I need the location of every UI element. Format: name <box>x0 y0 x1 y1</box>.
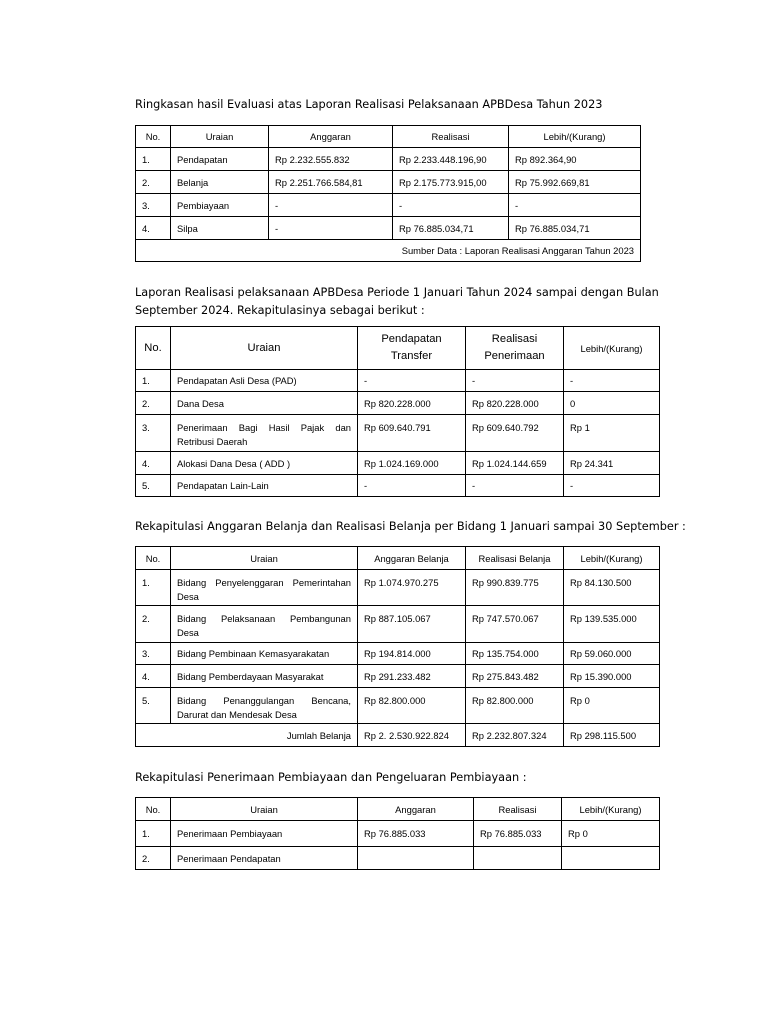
table-header-row <box>136 126 641 148</box>
cell-no: 2. <box>136 847 171 870</box>
cell-lebih-kurang: Rp 59.060.000 <box>564 643 660 665</box>
cell-lebih-kurang: - <box>564 475 660 497</box>
cell-uraian: Penerimaan Bagi Hasil Pajak dan Retribusi Daerah <box>171 415 358 452</box>
cell-realisasi: Rp 2.175.773.915,00 <box>393 171 509 194</box>
total-anggaran-belanja: Rp 2. 2.530.922.824 <box>358 724 466 747</box>
cell-uraian: Bidang Pelaksanaan Pembangunan Desa <box>171 606 358 643</box>
cell-uraian: Bidang Penyelenggaran Pemerintahan Desa <box>171 570 358 606</box>
table-row <box>136 392 660 415</box>
cell-no: 2. <box>136 606 171 643</box>
cell-lebih-kurang: Rp 76.885.034,71 <box>509 217 641 240</box>
col-no-header: No. <box>136 547 171 570</box>
cell-uraian: Dana Desa <box>171 392 358 415</box>
section2-title: Laporan Realisasi pelaksanaan APBDesa Periode 1 Januari Tahun 2024 sampai dengan Bulan September 2024. Rekapitulasinya sebagai berikut : <box>135 286 659 317</box>
col-uraian-header: Uraian <box>171 798 358 821</box>
cell-uraian: Bidang Penanggulangan Bencana, Darurat dan Mendesak Desa <box>171 688 358 724</box>
col-no-header: No. <box>136 126 171 148</box>
cell-pendapatan-transfer: - <box>358 475 466 497</box>
table-row <box>136 847 660 870</box>
table-row <box>136 643 660 665</box>
table-row <box>136 688 660 724</box>
cell-no: 3. <box>136 415 171 452</box>
col-anggaran-header: Anggaran <box>269 126 393 148</box>
cell-lebih-kurang: Rp 139.535.000 <box>564 606 660 643</box>
cell-lebih-kurang: 0 <box>564 392 660 415</box>
cell-lebih-kurang <box>562 847 660 870</box>
cell-realisasi-belanja: Rp 747.570.067 <box>466 606 564 643</box>
cell-realisasi: Rp 76.885.033 <box>474 821 562 847</box>
cell-anggaran: - <box>269 194 393 217</box>
cell-uraian: Pendapatan <box>171 148 269 171</box>
cell-realisasi: Rp 2.233.448.196,90 <box>393 148 509 171</box>
cell-uraian: Pendapatan Lain-Lain <box>171 475 358 497</box>
cell-no: 1. <box>136 570 171 606</box>
table-row <box>136 148 641 171</box>
table-row <box>136 194 641 217</box>
cell-anggaran-belanja: Rp 291.233.482 <box>358 665 466 688</box>
section3-title: Rekapitulasi Anggaran Belanja dan Realisasi Belanja per Bidang 1 Januari sampai 30 September : <box>135 520 686 533</box>
cell-lebih-kurang: Rp 1 <box>564 415 660 452</box>
table-row <box>136 665 660 688</box>
col-lebih-kurang-header: Lebih/(Kurang) <box>564 547 660 570</box>
table-row <box>136 606 660 643</box>
cell-anggaran: Rp 2.232.555.832 <box>269 148 393 171</box>
col-no-header: No. <box>136 798 171 821</box>
cell-uraian: Alokasi Dana Desa ( ADD ) <box>171 452 358 475</box>
col-realisasi-header: Realisasi <box>474 798 562 821</box>
cell-no: 4. <box>136 665 171 688</box>
source-row <box>136 240 641 262</box>
table-header-row <box>136 327 660 370</box>
table-row <box>136 415 660 452</box>
cell-lebih-kurang: Rp 0 <box>562 821 660 847</box>
col-lebih-kurang-header: Lebih/(Kurang) <box>509 126 641 148</box>
cell-realisasi: Rp 76.885.034,71 <box>393 217 509 240</box>
cell-pendapatan-transfer: Rp 820.228.000 <box>358 392 466 415</box>
cell-lebih-kurang: Rp 75.992.669,81 <box>509 171 641 194</box>
total-lebih-kurang: Rp 298.115.500 <box>564 724 660 747</box>
col-uraian-header: Uraian <box>171 547 358 570</box>
table-row <box>136 452 660 475</box>
cell-no: 3. <box>136 194 171 217</box>
cell-uraian: Belanja <box>171 171 269 194</box>
income-realization-table <box>135 326 660 497</box>
total-row <box>136 724 660 747</box>
evaluation-summary-table <box>135 125 641 262</box>
cell-no: 1. <box>136 821 171 847</box>
col-realisasi-belanja-header: Realisasi Belanja <box>466 547 564 570</box>
col-no-header: No. <box>136 327 171 370</box>
col-anggaran-belanja-header: Anggaran Belanja <box>358 547 466 570</box>
cell-no: 3. <box>136 643 171 665</box>
col-anggaran-header: Anggaran <box>358 798 474 821</box>
cell-anggaran <box>358 847 474 870</box>
cell-anggaran-belanja: Rp 1.074.970.275 <box>358 570 466 606</box>
cell-realisasi <box>474 847 562 870</box>
cell-realisasi-penerimaan: - <box>466 475 564 497</box>
cell-lebih-kurang: - <box>564 370 660 392</box>
cell-uraian: Bidang Pemberdayaan Masyarakat <box>171 665 358 688</box>
financing-table <box>135 797 660 870</box>
cell-uraian: Pendapatan Asli Desa (PAD) <box>171 370 358 392</box>
cell-anggaran: - <box>269 217 393 240</box>
cell-uraian: Pembiayaan <box>171 194 269 217</box>
col-pendapatan-transfer-header: Pendapatan Transfer <box>358 327 466 370</box>
col-lebih-kurang-header: Lebih/(Kurang) <box>564 327 660 370</box>
cell-anggaran: Rp 2.251.766.584,81 <box>269 171 393 194</box>
cell-lebih-kurang: Rp 15.390.000 <box>564 665 660 688</box>
table-row <box>136 570 660 606</box>
cell-no: 5. <box>136 688 171 724</box>
cell-pendapatan-transfer: - <box>358 370 466 392</box>
section4-title: Rekapitulasi Penerimaan Pembiayaan dan Pengeluaran Pembiayaan : <box>135 771 527 784</box>
cell-realisasi-belanja: Rp 990.839.775 <box>466 570 564 606</box>
cell-anggaran: Rp 76.885.033 <box>358 821 474 847</box>
table-row <box>136 821 660 847</box>
cell-lebih-kurang: Rp 0 <box>564 688 660 724</box>
cell-lebih-kurang: Rp 84.130.500 <box>564 570 660 606</box>
cell-realisasi-penerimaan: Rp 609.640.792 <box>466 415 564 452</box>
cell-uraian: Penerimaan Pembiayaan <box>171 821 358 847</box>
cell-realisasi-penerimaan: - <box>466 370 564 392</box>
total-label: Jumlah Belanja <box>136 724 358 747</box>
cell-anggaran-belanja: Rp 194.814.000 <box>358 643 466 665</box>
cell-lebih-kurang: - <box>509 194 641 217</box>
cell-realisasi-belanja: Rp 82.800.000 <box>466 688 564 724</box>
cell-no: 5. <box>136 475 171 497</box>
cell-anggaran-belanja: Rp 82.800.000 <box>358 688 466 724</box>
cell-no: 1. <box>136 148 171 171</box>
cell-no: 4. <box>136 452 171 475</box>
cell-uraian: Penerimaan Pendapatan <box>171 847 358 870</box>
cell-realisasi-penerimaan: Rp 820.228.000 <box>466 392 564 415</box>
section1-title: Ringkasan hasil Evaluasi atas Laporan Realisasi Pelaksanaan APBDesa Tahun 2023 <box>135 98 603 111</box>
cell-lebih-kurang: Rp 892.364,90 <box>509 148 641 171</box>
cell-realisasi-belanja: Rp 275.843.482 <box>466 665 564 688</box>
table-row <box>136 475 660 497</box>
cell-realisasi: - <box>393 194 509 217</box>
col-uraian-header: Uraian <box>171 327 358 370</box>
total-realisasi-belanja: Rp 2.232.807.324 <box>466 724 564 747</box>
cell-anggaran-belanja: Rp 887.105.067 <box>358 606 466 643</box>
col-uraian-header: Uraian <box>171 126 269 148</box>
table-row <box>136 171 641 194</box>
expenditure-by-field-table <box>135 546 660 747</box>
cell-uraian: Bidang Pembinaan Kemasyarakatan <box>171 643 358 665</box>
cell-no: 1. <box>136 370 171 392</box>
cell-pendapatan-transfer: Rp 1.024.169.000 <box>358 452 466 475</box>
table-header-row <box>136 547 660 570</box>
cell-uraian: Silpa <box>171 217 269 240</box>
table-row <box>136 217 641 240</box>
table-header-row <box>136 798 660 821</box>
table-row <box>136 370 660 392</box>
col-lebih-kurang-header: Lebih/(Kurang) <box>562 798 660 821</box>
cell-pendapatan-transfer: Rp 609.640.791 <box>358 415 466 452</box>
cell-no: 4. <box>136 217 171 240</box>
col-realisasi-penerimaan-header: Realisasi Penerimaan <box>466 327 564 370</box>
cell-realisasi-penerimaan: Rp 1.024.144.659 <box>466 452 564 475</box>
col-realisasi-header: Realisasi <box>393 126 509 148</box>
source-note: Sumber Data : Laporan Realisasi Anggaran Tahun 2023 <box>136 240 641 262</box>
cell-no: 2. <box>136 171 171 194</box>
cell-realisasi-belanja: Rp 135.754.000 <box>466 643 564 665</box>
cell-no: 2. <box>136 392 171 415</box>
cell-lebih-kurang: Rp 24.341 <box>564 452 660 475</box>
